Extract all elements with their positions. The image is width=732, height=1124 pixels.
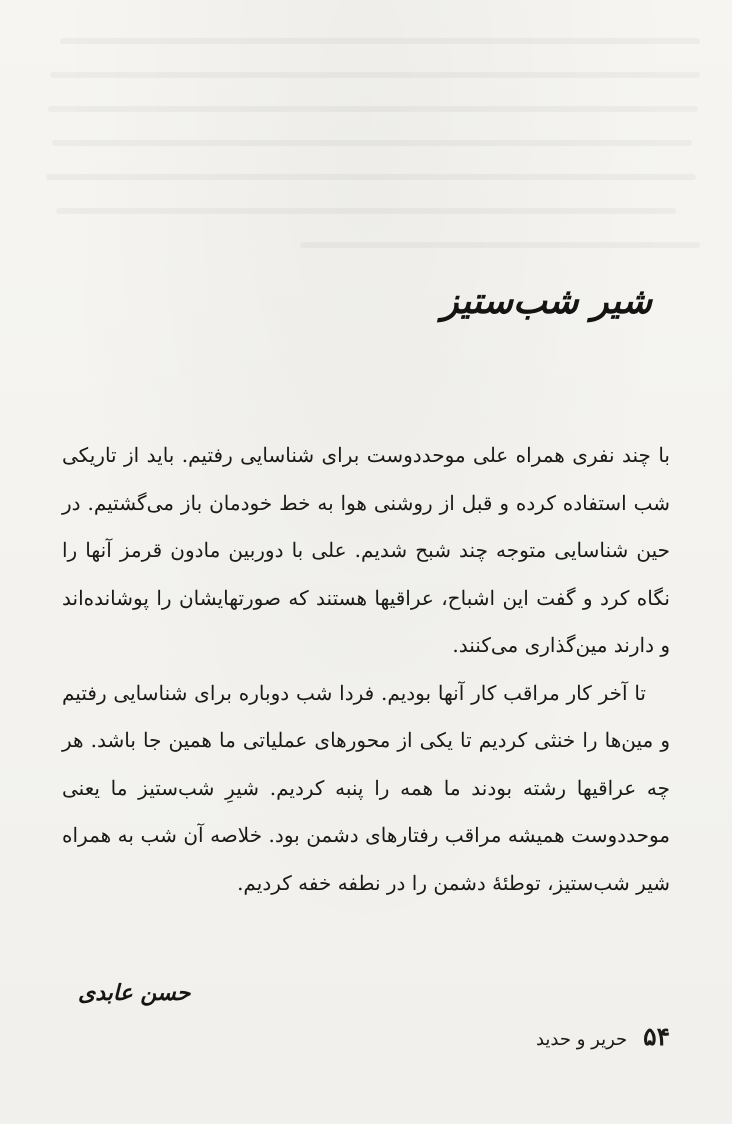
running-book-title: حریر و حدید [535,1029,628,1050]
chapter-title: شیر شب‌ستیز [441,280,652,322]
page-number: ۵۴ [643,1022,670,1051]
page-footer [536,1022,670,1051]
author-name: حسن عابدی [78,980,191,1006]
paragraph-1: با چند نفری همراه علی موحددوست برای شناسایی رفتیم. باید از تاریکی شب استفاده کرده و قبل از روشنی هوا به خط خودمان باز می‌گشتیم. در حین شناسایی متوجه چند شبح شدیم. علی با دوربین مادون قرمز آنها را نگاه کرد و گفت این اشباح، عراقیها هستند که صورتهایشان را پوشانده‌اند و دارند مین‌گذاری می‌کنند. [62,443,670,657]
body-text [62,432,670,907]
paragraph-2: تا آخر کار مراقب کار آنها بودیم. فردا شب دوباره برای شناسایی رفتیم و مین‌ها را خنثی کردیم تا یکی از محورهای عملیاتی ما همین جا باشد. هر چه عراقیها رشته بودند ما همه را پنبه کردیم. شیرِ شب‌ستیز ما یعنی موحددوست همیشه مراقب رفتارهای دشمن بود. خلاصه آن شب به همراه شیر شب‌ستیز، توطئهٔ دشمن را در نطفه خفه کردیم. [62,680,670,895]
